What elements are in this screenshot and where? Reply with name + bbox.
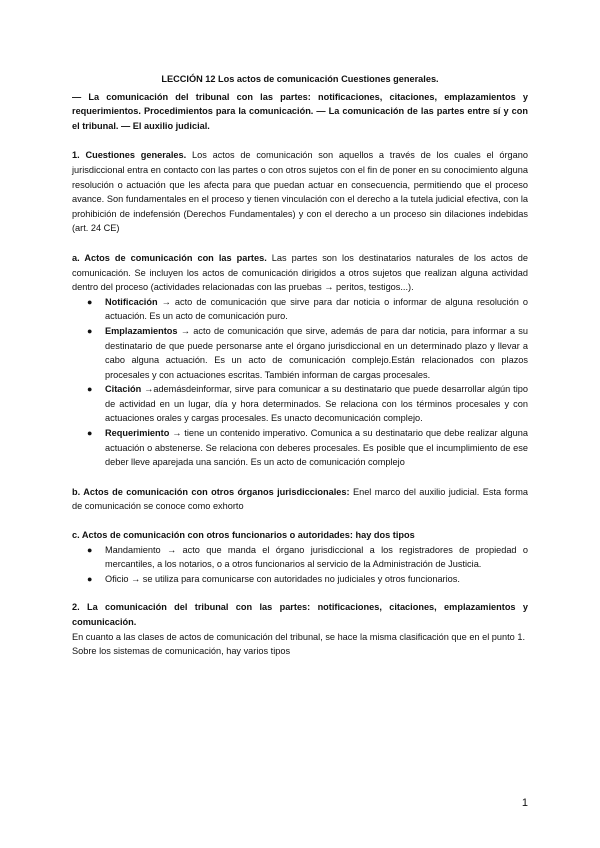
section-c-list [72, 543, 528, 587]
list-item-text: → acto de comunicación que sirve, además de para dar noticia, para informar a su destinatario de que puede personarse ante el órgano jurisdiccional en un determinado plazo y llevar a cabo alguna actuación. Es un acto de comunicación complejo.Están relacionados con plazos procesales y con actuaciones escritas. También informan de cargas procesales. [105, 325, 528, 380]
bullet-icon: ● [87, 573, 93, 584]
lesson-title: LECCIÓN 12 Los actos de comunicación Cuestiones generales. [161, 74, 439, 84]
list-item [72, 543, 528, 572]
list-item [72, 324, 528, 382]
list-item [72, 382, 528, 426]
list-item-term: Citación [105, 384, 142, 395]
lesson-subtitle: — La comunicación del tribunal con las partes: notificaciones, citaciones, emplazamientos y requerimientos. Procedimientos para la comunicación. — La comunicación de las partes entre sí y con el tribunal. — El auxilio judicial. [72, 91, 528, 131]
list-item-text: Oficio → se utiliza para comunicarse con autoridades no judiciales y otros funcionarios. [105, 573, 460, 584]
section-a-list [72, 295, 528, 470]
list-item-text: →ademásdeinformar, sirve para comunicar a su destinatario que puede desarrollar algún tipo de actividad en un lugar, día y hora determinados. Se relaciona con los términos procesales y con actuaciones orales y cargas procesales. Es unacto decomunicación complejo. [105, 384, 528, 424]
section-1-heading: 1. Cuestiones generales. [72, 150, 187, 161]
list-item-term: Requerimiento [105, 428, 170, 439]
section-c-heading: c. Actos de comunicación con otros funcionarios o autoridades: hay dos tipos [72, 530, 415, 541]
section-1-paragraph [72, 148, 528, 236]
section-b-text: Enel marco del auxilio judicial. Esta forma de comunicación se conoce como exhorto [72, 486, 528, 512]
bullet-icon: ● [87, 325, 93, 336]
section-a-heading: a. Actos de comunicación con las partes. [72, 252, 267, 263]
bullet-icon: ● [87, 384, 93, 395]
list-item-text: → acto de comunicación que sirve para dar noticia o informar de alguna resolución o actuación. Es un acto de comunicación puro. [105, 296, 528, 322]
bullet-icon: ● [87, 428, 93, 439]
section-b-paragraph [72, 485, 528, 514]
section-2-paragraph-1: En cuanto a las clases de actos de comunicación del tribunal, se hace la misma clasificación que en el punto 1. [72, 631, 526, 642]
list-item-term: Notificación [105, 296, 158, 307]
section-2-paragraph-2: Sobre los sistemas de comunicación, hay varios tipos [72, 646, 291, 657]
document-page [72, 72, 528, 659]
list-item-term: Emplazamientos [105, 325, 178, 336]
section-1-text: Los actos de comunicación son aquellos a través de los cuales el órgano jurisdiccional entra en contacto con las partes o con otros sujetos con el fin de poner en su conocimiento alguna resolución o actuación que les afecta para que puedan actuar en consecuencia, permitiendo que el proceso avance. Son fundamentales en el proceso y tienen vinculación con el derecho a la tutela judicial efectiva, con la prohibición de indefensión (Derechos Fundamentales) y con el derecho a un proceso sin dilaciones indebidas (art. 24 CE) [72, 150, 528, 234]
section-2-heading: 2. La comunicación del tribunal con las partes: notificaciones, citaciones, emplazamientos y comunicación. [72, 602, 528, 627]
page-number: 1 [521, 797, 528, 809]
section-a-text: Las partes son los destinatarios naturales de los actos de comunicación. Se incluyen los actos de comunicación dirigidos a otros sujetos que realizan alguna actividad dentro del proceso (actividades relacionadas con las pruebas → peritos, testigos...). [72, 252, 528, 293]
bullet-icon: ● [87, 544, 93, 555]
section-b-heading: b. Actos de comunicación con otros órganos jurisdiccionales: [72, 486, 350, 497]
bullet-icon: ● [87, 296, 93, 307]
list-item [72, 572, 528, 587]
list-item-text: → tiene un contenido imperativo. Comunica a su destinatario que debe realizar alguna actuación o abstenerse. Se relaciona con deberes procesales. Es posible que el incumplimiento de ese deber lleve aparejada una sanción. Es un acto de comunicación complejo [105, 428, 528, 468]
section-a-paragraph [72, 251, 528, 295]
list-item-text: Mandamiento → acto que manda el órgano jurisdiccional a los registradores de propiedad o mercantiles, a los notarios, o a otros funcionarios al servicio de la Administración de Justicia. [105, 544, 528, 570]
list-item [72, 426, 528, 470]
list-item [72, 295, 528, 324]
